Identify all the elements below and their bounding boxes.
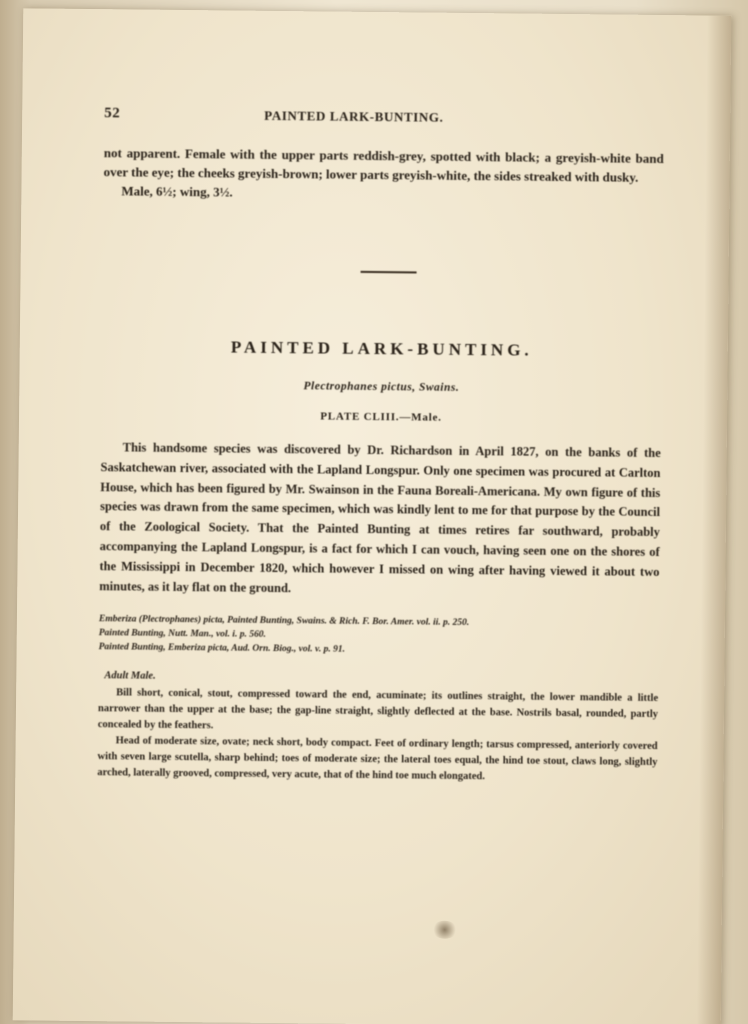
ink-stain [432, 921, 458, 939]
article-title: PAINTED LARK-BUNTING. [230, 337, 533, 360]
section-divider [361, 271, 417, 274]
book-page [13, 8, 732, 1024]
running-title: PAINTED LARK-BUNTING. [264, 107, 444, 125]
article-body: This handsome species was discovered by Dr. Richardson in April 1827, on the banks of the Saskatchewan river, associated with the Lapland Longspur. Only one specimen was procured at Carlton House, which has been figured by Mr. Swainson in the Fauna Boreali-Americana. My own figure of this species was drawn from the same specimen, which was kindly lent to me for that purpose by the Council of the Zoological Society. That the Painted Bunting at times retires far southward, probably accompanying the Lapland Longspur, is a fact for which I can vouch, having seen one on the shores of the Mississippi in December 1820, which however I missed on wing after having viewed it about two minutes, as it lay flat on the ground. [99, 440, 661, 595]
description [97, 686, 658, 788]
page-header [104, 105, 664, 133]
description-heading: Adult Male. [104, 670, 156, 683]
synonym-list [99, 613, 659, 661]
page-number: 52 [104, 105, 121, 122]
page-edge-shadow [697, 15, 732, 1024]
synonym-item: Emberiza (Plectrophanes) picta, Painted Bunting, Swains. & Rich. F. Bor. Amer. vol. ii. p. 250. [98, 614, 470, 629]
previous-entry [103, 143, 664, 206]
description-paragraph: Head of moderate size, ovate; neck short, body compact. Feet of ordinary length; tarsus compressed, anteriorly covered with seven large scutella, sharp behind; toes of moderate size; the lateral toes equal, the hind toe stout, claws long, slightly arched, laterally grooved, compressed, very acute, that of the hind toe much elongated. [97, 735, 658, 783]
latin-name: Plectrophanes pictus, Swains. [303, 380, 460, 394]
plate-reference: PLATE CLIII.—Male. [320, 410, 442, 424]
description-paragraph: Bill short, conical, stout, compressed toward the end, acuminate; its outlines straight, the lower mandible a little narrower than the upper at the base; the gap-line straight, slightly deflected at the base. Nostrils basal, rounded, partly concealed by the feathers. [97, 687, 659, 732]
synonym-item: Painted Bunting, Nutt. Man., vol. i. p. 560. [98, 628, 266, 641]
synonym-item: Painted Bunting, Emberiza picta, Aud. Orn. Biog., vol. v. p. 91. [98, 642, 345, 656]
previous-entry-text: not apparent. Female with the upper parts reddish-grey, spotted with black; a greyish-white band over the eye; the cheeks greyish-brown; lower parts greyish-white, the sides streaked with dusky. [103, 145, 664, 185]
previous-entry-measurements: Male, 6½; wing, 3½. [121, 183, 233, 200]
page-content [97, 105, 664, 787]
